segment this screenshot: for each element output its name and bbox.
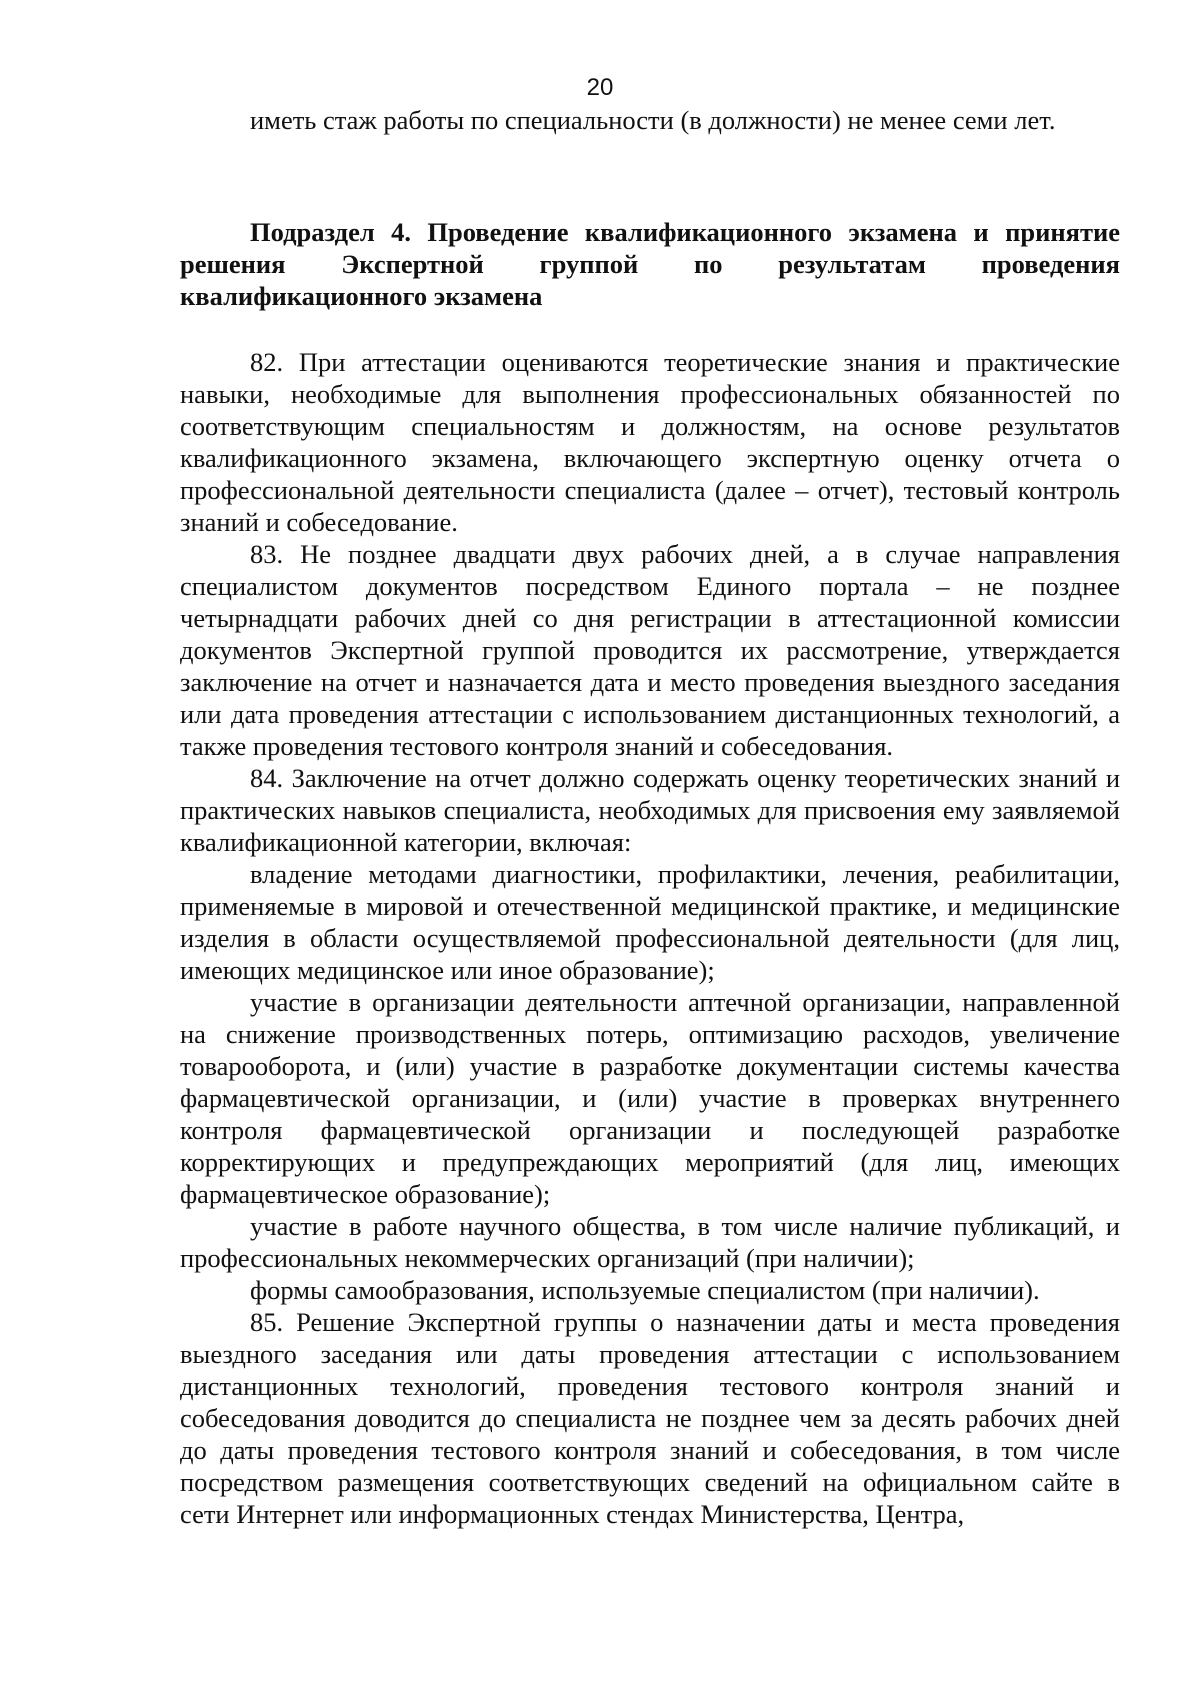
paragraph-84: 84. Заключение на отчет должно содержать оценку теоретических знаний и практических навыков специалиста, необходимых для присвоения ему заявляемой квалификационной категории, включая:	[180, 763, 1120, 857]
list-item-pharmacy: участие в организации деятельности аптечной организации, направленной на снижение производственных потерь, оптимизацию расходов, увеличение товарооборота, и (или) участие в разработке документации системы качества фармацевтической организации, и (или) участие в проверках внутреннего контроля фармацевтической организации и последующей разработке корректирующих и предупреждающих мероприятий (для лиц, имеющих фармацевтическое образование);	[180, 987, 1120, 1209]
page-number: 20	[586, 74, 614, 101]
paragraph-83: 83. Не позднее двадцати двух рабочих дней, а в случае направления специалистом документов посредством Единого портала – не позднее четырнадцати рабочих дней со дня регистрации в аттестационной комиссии документов Экспертной группой проводится их рассмотрение, утверждается заключение на отчет и назначается дата и место проведения выездного заседания или дата проведения аттестации с использованием дистанционных технологий, а также проведения тестового контроля знаний и собеседования.	[180, 539, 1120, 761]
spacer	[180, 312, 1120, 346]
intro-fragment: иметь стаж работы по специальности (в должности) не менее семи лет.	[250, 105, 1056, 135]
list-item-self-education: формы самообразования, используемые специалистом (при наличии).	[250, 1275, 1040, 1305]
list-item-science: участие в работе научного общества, в том числе наличие публикаций, и профессиональных некоммерческих организаций (при наличии);	[180, 1211, 1120, 1273]
list-item-diagnostics: владение методами диагностики, профилактики, лечения, реабилитации, применяемые в мировой и отечественной медицинской практике, и медицинские изделия в области осуществляемой профессиональной деятельности (для лиц, имеющих медицинское или иное образование);	[180, 859, 1120, 985]
paragraph-85: 85. Решение Экспертной группы о назначении даты и места проведения выездного заседания или даты проведения аттестации с использованием дистанционных технологий, проведения тестового контроля знаний и собеседования доводится до специалиста не позднее чем за десять рабочих дней до даты проведения тестового контроля знаний и собеседования, в том числе посредством размещения соответствующих сведений на официальном сайте в сети Интернет или информационных стендах Министерства, Центра,	[180, 1307, 1120, 1529]
document-body	[180, 104, 1120, 1530]
paragraph-82: 82. При аттестации оцениваются теоретические знания и практические навыки, необходимые для выполнения профессиональных обязанностей по соответствующим специальностям и должностям, на основе результатов квалификационного экзамена, включающего экспертную оценку отчета о профессиональной деятельности специалиста (далее – отчет), тестовый контроль знаний и собеседование.	[180, 347, 1120, 537]
spacer	[180, 136, 1120, 216]
section-heading: Подраздел 4. Проведение квалификационного экзамена и принятие решения Экспертной группой по результатам проведения квалификационного экзамена	[180, 217, 1120, 311]
